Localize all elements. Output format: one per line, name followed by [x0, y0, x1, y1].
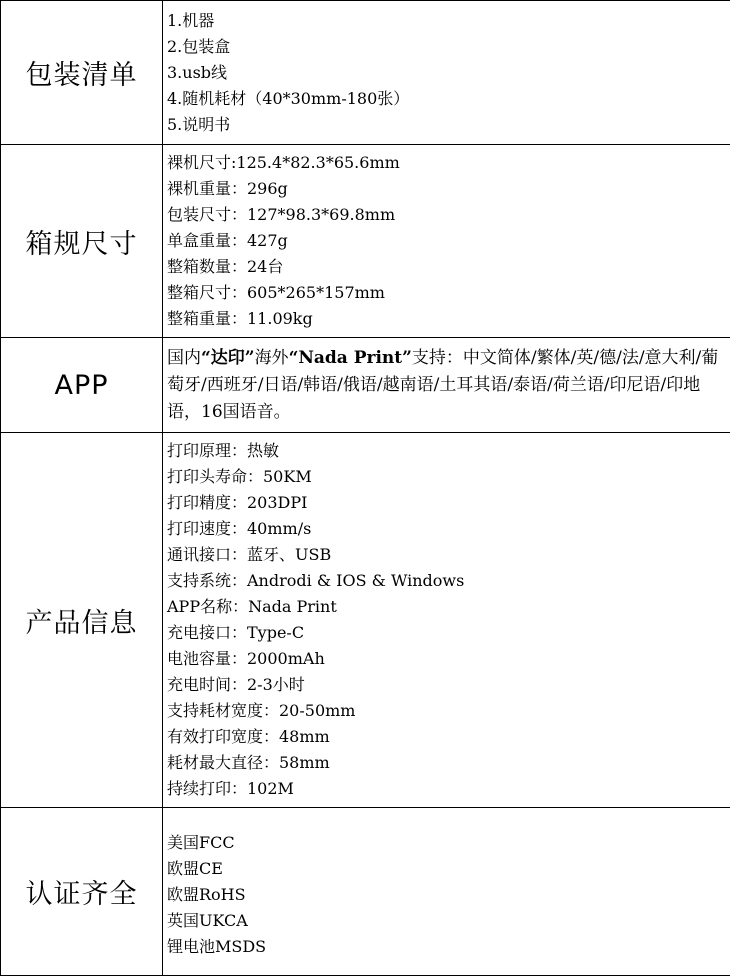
app-languages: 支持：中文简体/繁体/英/德/法/意大利/葡萄牙/西班牙/日语/韩语/俄语/越南语/土耳其语/泰语/荷兰语/印尼语/印地语，16国语音。 — [167, 347, 719, 422]
app-overseas-name: “Nada Print” — [288, 347, 412, 368]
list-item: 2.包装盒 — [167, 36, 231, 56]
list-item: 1.机器 — [167, 10, 215, 30]
list-item: 欧盟CE — [167, 858, 223, 878]
row-content-carton-spec — [163, 145, 730, 338]
list-item: 电池容量：2000mAh — [167, 649, 325, 668]
row-label-product-info: 产品信息 — [1, 433, 163, 808]
list-item: 5.说明书 — [167, 114, 231, 134]
list-item: 充电时间：2-3小时 — [167, 675, 305, 694]
list-item: 打印头寿命：50KM — [167, 467, 312, 486]
list-item: 持续打印：102M — [167, 779, 294, 798]
list-item: 打印原理：热敏 — [167, 441, 280, 460]
list-item: 锂电池MSDS — [167, 936, 267, 956]
table-row-packing-list — [1, 1, 730, 145]
row-content-app — [163, 338, 730, 433]
list-item: 裸机重量：296g — [167, 179, 288, 198]
row-content-product-info — [163, 433, 730, 808]
row-label-packing-list: 包装清单 — [1, 1, 163, 145]
list-item: 充电接口：Type-C — [167, 623, 305, 642]
list-item: 英国UKCA — [167, 910, 248, 930]
app-prefix: 国内 — [167, 347, 201, 368]
list-item: APP名称：Nada Print — [167, 597, 337, 616]
list-item: 裸机尺寸:125.4*82.3*65.6mm — [167, 153, 400, 172]
list-item: 欧盟RoHS — [167, 884, 246, 904]
list-item: 打印速度：40mm/s — [167, 519, 312, 538]
list-item: 包装尺寸：127*98.3*69.8mm — [167, 205, 396, 224]
table-row-certifications — [1, 808, 730, 976]
table-row-app — [1, 338, 730, 433]
list-item: 整箱尺寸：605*265*157mm — [167, 283, 385, 302]
row-label-certifications: 认证齐全 — [1, 808, 163, 976]
row-content-packing-list — [163, 1, 730, 145]
list-item: 单盒重量：427g — [167, 231, 288, 250]
list-item: 4.随机耗材（40*30mm-180张） — [167, 88, 410, 108]
app-domestic-name: “达印” — [201, 347, 255, 368]
list-item: 打印精度：203DPI — [167, 493, 308, 512]
list-item: 支持耗材宽度：20-50mm — [167, 701, 356, 720]
table-row-carton-spec — [1, 145, 730, 338]
row-label-app: APP — [1, 338, 163, 433]
list-item: 整箱重量：11.09kg — [167, 309, 313, 328]
list-item: 美国FCC — [167, 832, 235, 852]
list-item: 支持系统：Androdi & IOS & Windows — [167, 571, 465, 590]
row-content-certifications — [163, 808, 730, 976]
list-item: 整箱数量：24台 — [167, 257, 284, 276]
list-item: 通讯接口：蓝牙、USB — [167, 545, 332, 564]
app-description — [167, 345, 730, 426]
list-item: 耗材最大直径：58mm — [167, 753, 330, 772]
app-middle: 海外 — [254, 347, 289, 368]
row-label-carton-spec: 箱规尺寸 — [1, 145, 163, 338]
list-item: 3.usb线 — [167, 62, 228, 82]
list-item: 有效打印宽度：48mm — [167, 727, 330, 746]
table-row-product-info — [1, 433, 730, 808]
